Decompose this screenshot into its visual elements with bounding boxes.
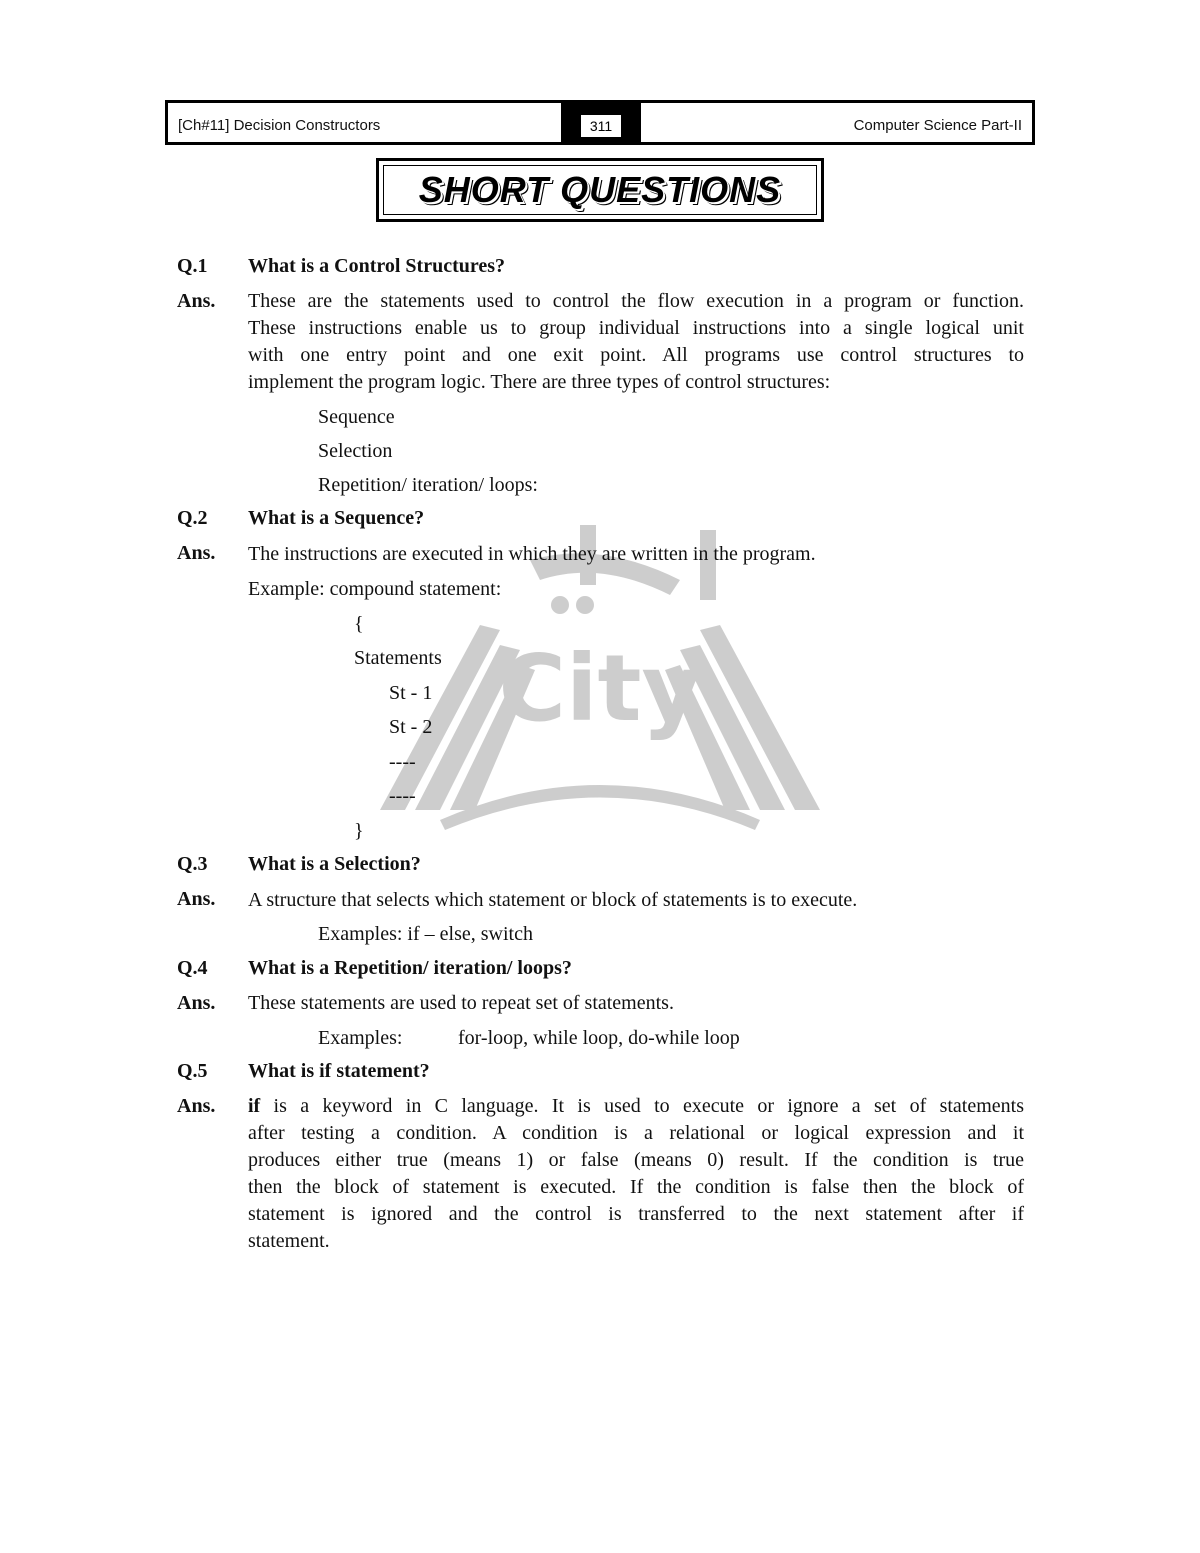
q1-answer <box>248 288 1024 396</box>
q2-example-label: Example: compound statement: <box>248 578 502 600</box>
q1-answer-line: implement the program logic. There are three types of control structures: <box>248 371 831 393</box>
q4-label: Q.4 <box>177 957 208 979</box>
chapter-title: [Ch#11] Decision Constructors <box>178 117 381 134</box>
q2-label: Q.2 <box>177 507 208 529</box>
q5-ans-label: Ans. <box>177 1095 216 1117</box>
q5-answer-line: produces either true (means 1) or false (means 0) result. If the condition is true <box>248 1149 1024 1171</box>
page-number-box <box>561 100 641 145</box>
q1-item-repetition: Repetition/ iteration/ loops: <box>318 474 538 496</box>
if-keyword: if <box>248 1095 261 1117</box>
q4-question: What is a Repetition/ iteration/ loops? <box>248 957 572 979</box>
q4-answer: These statements are used to repeat set of statements. <box>248 992 674 1014</box>
q4-examples: for-loop, while loop, do-while loop <box>458 1027 740 1049</box>
q5-answer <box>248 1093 1024 1255</box>
code-st1: St - 1 <box>389 682 433 704</box>
q1-answer-line: These instructions enable us to group individual instructions into a single logical unit <box>248 317 1024 339</box>
q5-answer-line: statement. <box>248 1230 330 1252</box>
page-header <box>165 100 1035 145</box>
code-open-brace: { <box>354 613 364 635</box>
q1-question: What is a Control Structures? <box>248 255 506 277</box>
q5-answer-line: then the block of statement is executed. If the condition is false then the block of <box>248 1176 1024 1198</box>
q3-question: What is a Selection? <box>248 853 421 875</box>
q2-answer: The instructions are executed in which they are written in the program. <box>248 543 816 565</box>
section-title-box <box>376 158 824 222</box>
q3-examples: Examples: if – else, switch <box>318 923 533 945</box>
q3-ans-label: Ans. <box>177 888 216 910</box>
q1-item-selection: Selection <box>318 440 393 462</box>
code-dash2: ---- <box>389 785 416 807</box>
q5-answer-line: after testing a condition. A condition is a relational or logical expression and it <box>248 1122 1024 1144</box>
q5-answer-line: statement is ignored and the control is transferred to the next statement after if <box>248 1203 1024 1225</box>
q5-answer-line <box>248 1093 1024 1120</box>
q5-question: What is if statement? <box>248 1060 430 1082</box>
q5-label: Q.5 <box>177 1060 208 1082</box>
q1-answer-line: These are the statements used to control the flow execution in a program or function. <box>248 290 1024 312</box>
book-title: Computer Science Part-II <box>853 117 1022 134</box>
q4-examples-label: Examples: <box>318 1027 403 1049</box>
watermark-text: City <box>498 635 702 742</box>
code-statements: Statements <box>354 647 442 669</box>
q3-answer: A structure that selects which statement or block of statements is to execute. <box>248 889 858 911</box>
q2-question: What is a Sequence? <box>248 507 425 529</box>
q1-ans-label: Ans. <box>177 290 216 312</box>
q4-ans-label: Ans. <box>177 992 216 1014</box>
q3-label: Q.3 <box>177 853 208 875</box>
code-dash1: ---- <box>389 751 416 773</box>
q1-answer-line: with one entry point and one exit point. All programs use control structures to <box>248 344 1024 366</box>
q2-ans-label: Ans. <box>177 542 216 564</box>
code-close-brace: } <box>354 820 364 842</box>
q1-item-sequence: Sequence <box>318 406 395 428</box>
section-title: SHORT QUESTIONS <box>383 165 817 215</box>
q1-label: Q.1 <box>177 255 208 277</box>
page-number: 311 <box>581 115 621 137</box>
code-st2: St - 2 <box>389 716 433 738</box>
q5-answer-first: is a keyword in C language. It is used to execute or ignore a set of statements <box>260 1095 1024 1117</box>
